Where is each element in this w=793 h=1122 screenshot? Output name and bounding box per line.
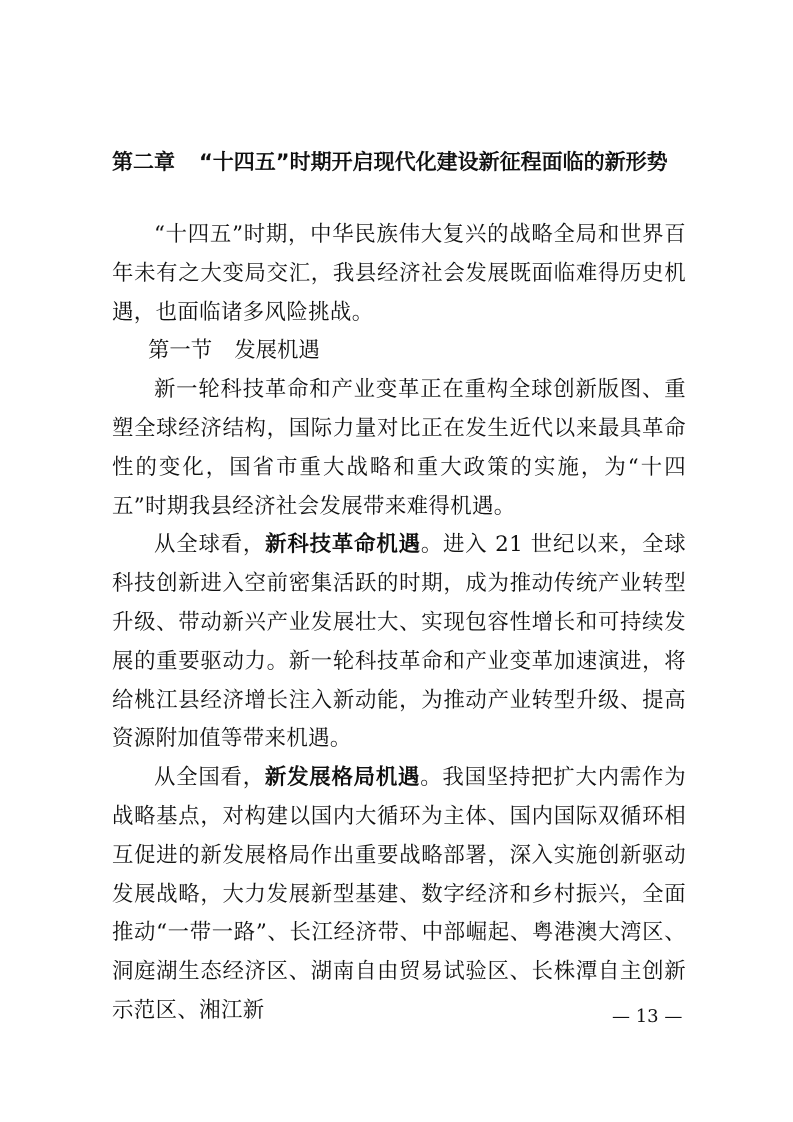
body-text xyxy=(112,216,686,1031)
paragraph-3-lead: 从全国看， xyxy=(154,765,265,791)
intro-paragraph: “十四五”时期，中华民族伟大复兴的战略全局和世界百年未有之大变局交汇，我县经济社会发展既面临难得历史机遇，也面临诸多风险挑战。 xyxy=(112,222,686,325)
paragraph-2-rest: 。进入 21 世纪以来，全球科技创新进入空前密集活跃的时期，成为推动传统产业转型升级、带动新兴产业发展壮大、实现包容性增长和可持续发展的重要驱动力。新一轮科技革命和产业变革加速演进，将给桃江县经济增长注入新动能，为推动产业转型升级、提高资源附加值等带来机遇。 xyxy=(112,532,686,752)
chapter-title xyxy=(112,148,692,176)
paragraph-2 xyxy=(112,526,686,759)
paragraph-3-rest: 。我国坚持把扩大内需作为战略基点，对构建以国内大循环为主体、国内国际双循环相互促进的新发展格局作出重要战略部署，深入实施创新驱动发展战略，大力发展新型基建、数字经济和乡村振兴，全面推动“一带一路”、长江经济带、中部崛起、粤港澳大湾区、洞庭湖生态经济区、湖南自由贸易试验区、长株潭自主创新示范区、湘江新 xyxy=(112,765,686,1023)
chapter-title-text: “十四五”时期开启现代化建设新征程面临的新形势 xyxy=(199,150,668,174)
page-number: — 13 — xyxy=(612,1006,683,1027)
paragraph-3 xyxy=(112,759,686,1031)
section-label: 第一节 xyxy=(148,338,213,364)
paragraph-2-keyword: 新科技革命机遇 xyxy=(265,532,421,558)
section-title: 发展机遇 xyxy=(234,338,320,364)
paragraph-1: 新一轮科技革命和产业变革正在重构全球创新版图、重塑全球经济结构，国际力量对比正在发生近代以来最具革命性的变化，国省市重大战略和重大政策的实施，为“十四五”时期我县经济社会发展带来难得机遇。 xyxy=(112,377,686,519)
chapter-label: 第二章 xyxy=(112,150,175,174)
paragraph-2-lead: 从全球看， xyxy=(154,532,266,558)
section-heading xyxy=(112,332,686,371)
paragraph-3-keyword: 新发展格局机遇 xyxy=(264,765,421,791)
